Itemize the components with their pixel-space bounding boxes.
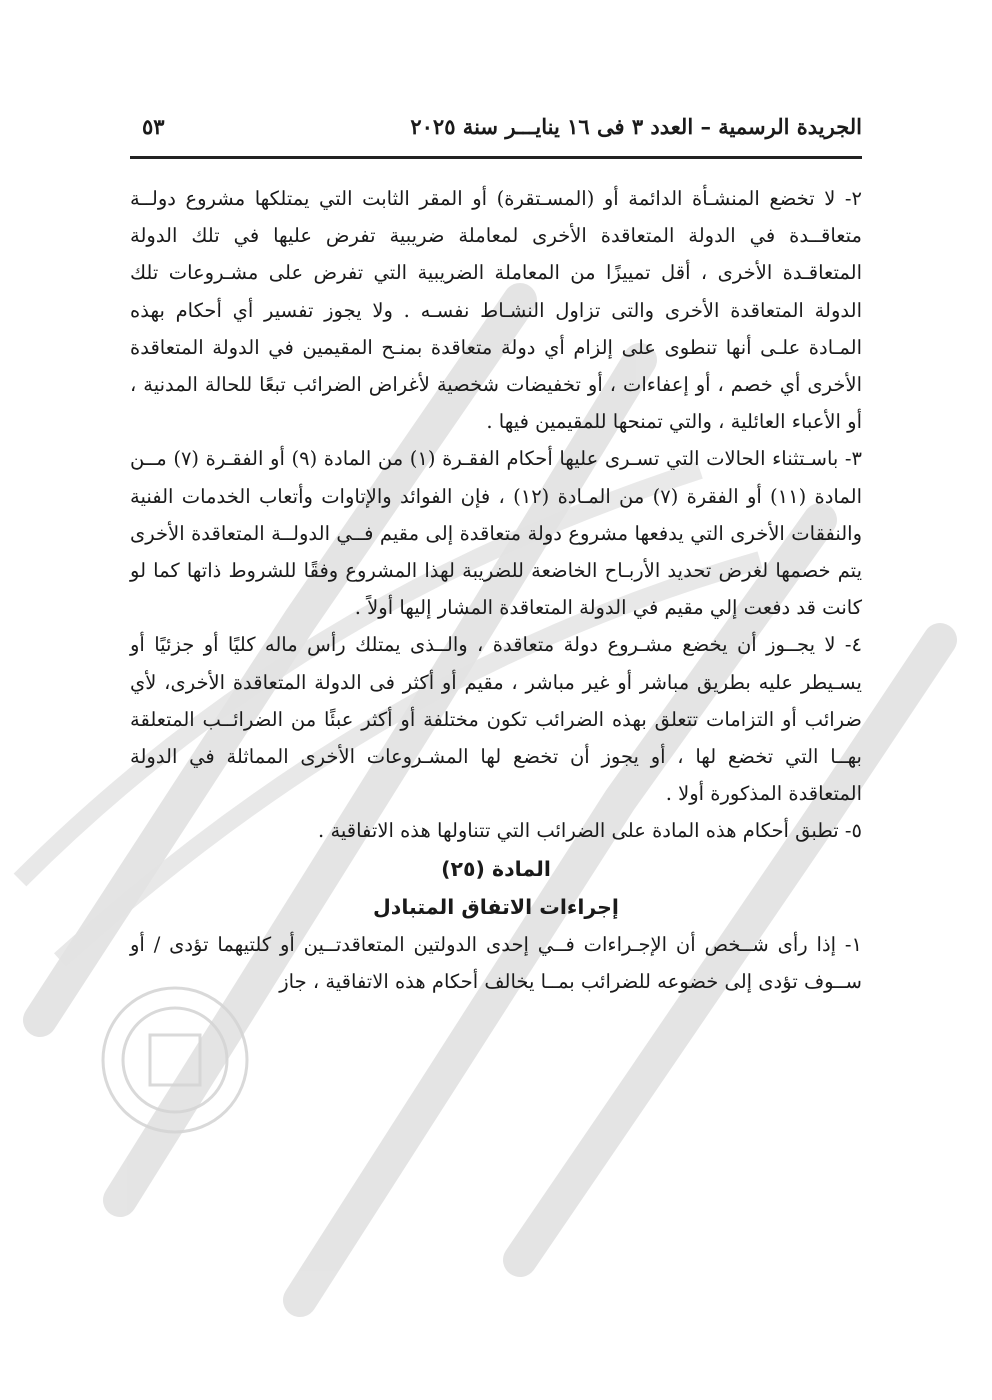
paragraph-4: ٤- لا يجــوز أن يخضع مشـروع دولة متعاقدة ، والــذى يمتلك رأس ماله كليًا أو جزئيًا أو يسـيطر عليه بطريق مباشر أو غير مباشر ، مقيم أو أكثر فى الدولة المتعاقدة الأخرى، لأي ضرائب أو التزامات تتعلق بهذه الضرائب تكون مختلفة أو أكثر عبئًا من الضرائــب المتعلقة بهــا التي تخضع لها ، أو يجوز أن تخضع لها المشـروعات الأخرى المماثلة في الدولة المتعاقدة المذكورة أولا . — [130, 633, 862, 806]
gazette-title: الجريدة الرسمية – العدد ٣ فى ١٦ ينايـــر سنة ٢٠٢٥ — [410, 114, 862, 139]
page-number: ٥٣ — [142, 114, 165, 139]
paragraph-2: ٢- لا تخضع المنشـأة الدائمة أو (المسـتقرة) أو المقر الثابت التي يمتلكها مشروع دولــة متعاقــدة في الدولة المتعاقدة الأخرى لمعاملة ضريبية تفرض عليها في تلك الدولة المتعاقـدة الأخرى ، أقل تمييزًا من المعاملة الضريبية التي تفرض على مشـروعات تلك الدولة المتعاقدة الأخرى والتى تزاول النشـاط نفسـه . ولا يجوز تفسير أي أحكام بهذه المـادة علـى أنها تنطوى على إلزام أي دولة متعاقدة بمنـح المقيمين في الدولة المتعاقدة الأخرى أي خصم ، أو إعفاءات ، أو تخفيضات شخصية لأغراض الضرائب تبعًا للحالة المدنية ، أو الأعباء العائلية ، والتي تمنحها للمقيمين فيها . — [130, 187, 862, 434]
article-body — [130, 180, 862, 1000]
article-title-heading: إجراءات الاتفاق المتبادل — [373, 894, 619, 919]
paragraph-5: ٥- تطبق أحكام هذه المادة على الضرائب التي تتناولها هذه الاتفاقية . — [318, 819, 862, 843]
paragraph-3: ٣- باسـتثناء الحالات التي تسـرى عليها أحكام الفقـرة (١) من المادة (٩) أو الفقـرة (٧) مــن المادة (١١) أو الفقرة (٧) من المـادة (١٢) ، فإن الفوائد والإتاوات وأتعاب الخدمات الفنية والنفقات الأخرى التي يدفعها مشروع دولة متعاقدة إلى مقيم فــي الدولــة المتعاقدة الأخرى يتم خصمها لغرض تحديد الأربـاح الخاضعة للضريبة لهذا المشروع وفقًا للشروط ذاتها كما لو كانت قد دفعت إلي مقيم في الدولة المتعاقدة المشار إليها أولاً . — [130, 447, 863, 620]
paragraph-article-25-1: ١- إذا رأى شــخص أن الإجـراءات فــي إحدى الدولتين المتعاقدتــين أو كلتيهما تؤدى / أو ســوف تؤدى إلى خضوعه للضرائب بمــا يخالف أحكام هذه الاتفاقية ، جاز — [130, 932, 862, 993]
page-header — [130, 100, 862, 159]
article-number-heading: المادة (٢٥) — [441, 856, 551, 881]
